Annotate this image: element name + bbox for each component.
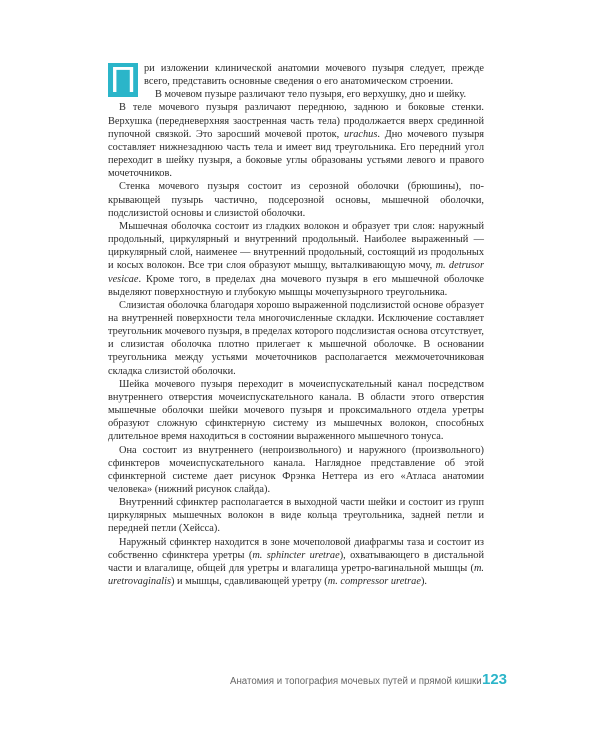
paragraph: В мочевом пузыре различают тело пузыря, его верхушку, дно и шейку. [155, 89, 467, 101]
latin-term: m. compressor uretrae [327, 576, 421, 588]
page-number: 123 [482, 671, 508, 688]
paragraph: Наружный сфинктер находится в зоне мочеполовой диафрагмы таза и состоит из собственно сфинктера уретры (m. sphincter uretrae), охватывающего в дистальной части и влагалище, общей для уретры и влагалища уретро-вагинальной мышцы (m. uretrovaginalis) и мышцы, сдавливающей уретру (m. compressor uretrae). [108, 536, 484, 588]
paragraph: Слизистая оболочка благодаря хорошо выраженной подслизистой основе образует на внутренней поверхности тела многочисленные складки. Исключение составляет треугольник мочевого пузыря, в пределах которого подслизистая основа отсутствует, и слизистая оболочка плотно прилегает к мышечной оболочке. В основании треугольника между устьями мочеточников располагается межмочеточниковая складка слизистой оболочки. [108, 299, 484, 377]
paragraph: Она состоит из внутреннего (непроизвольного) и наружного (произвольного) сфинктеров мочеиспускательного канала. Наглядное представление об этой сфинктерной системе дает рисунок Фрэнка Неттера из его «Атласа анатомии человека» (нижний рисунок слайда). [108, 444, 484, 495]
running-footer: Анатомия и топография мочевых путей и прямой кишки [230, 676, 482, 687]
paragraph: В теле мочевого пузыря различают переднюю, заднюю и боковые стенки. Верхушка (передневерхняя заостренная часть тела) продолжается вверх срединной пупочной связкой. Это заросший мочевой проток, urachus. Дно мочевого пузыря составляет нижнезаднюю часть тела и имеет вид треугольника. Его передний угол переходит в шейку пузыря, а боковые углы образованы устьями левого и правого мочеточников. [108, 102, 485, 180]
latin-term: m. uretrovaginalis [108, 562, 484, 588]
latin-term: m. detrusor vesicae [108, 260, 484, 285]
paragraph: Мышечная оболочка состоит из гладких волокон и образует три слоя: наружный продольный, циркулярный и внутренний продольный. Наиболее выраженный — циркулярный слой, наименее — внутренний продольный, состоящий из продольных и косых волокон. Все три слоя образуют мышцу, выталкивающую мочу, m. detrusor vesicae. Кроме того, в пределах дна мочевого пузыря в его мышечной оболочке выделяют поверхностную и глубокую мышцы мочепузырного треугольника. [108, 220, 484, 298]
paragraph-intro: ри изложении клинической анатомии мочевого пузыря следует, прежде всего, представить основные сведения о его анатомическом строении. [144, 63, 484, 88]
latin-term: urachus [344, 128, 378, 140]
drop-cap: П [108, 63, 138, 97]
body-text [108, 59, 485, 588]
paragraph: Стенка мочевого пузыря состоит из серозной оболочки (брюшины), покрывающей пузырь частично, подсерозной основы, мышечной оболочки, подслизистой основы и слизистой оболочки. [108, 181, 484, 219]
latin-term: m. sphincter uretrae [252, 549, 340, 561]
paragraph: Шейка мочевого пузыря переходит в мочеиспускательный канал посредством внутреннего отверстия мочеиспускательного канала. В области этого отверстия мышечные оболочки шейки мочевого пузыря и проксимального отдела уретры образуют сложную сфинктерную систему из мышечных волокон, способных длительное время находиться в состоянии выраженного мышечного тонуса. [108, 378, 484, 443]
paragraph: Внутренний сфинктер располагается в выходной части шейки и состоит из групп циркулярных мышечных волокон в виде кольца треугольника, задней петли и передней петли (Хейсса). [108, 497, 484, 535]
